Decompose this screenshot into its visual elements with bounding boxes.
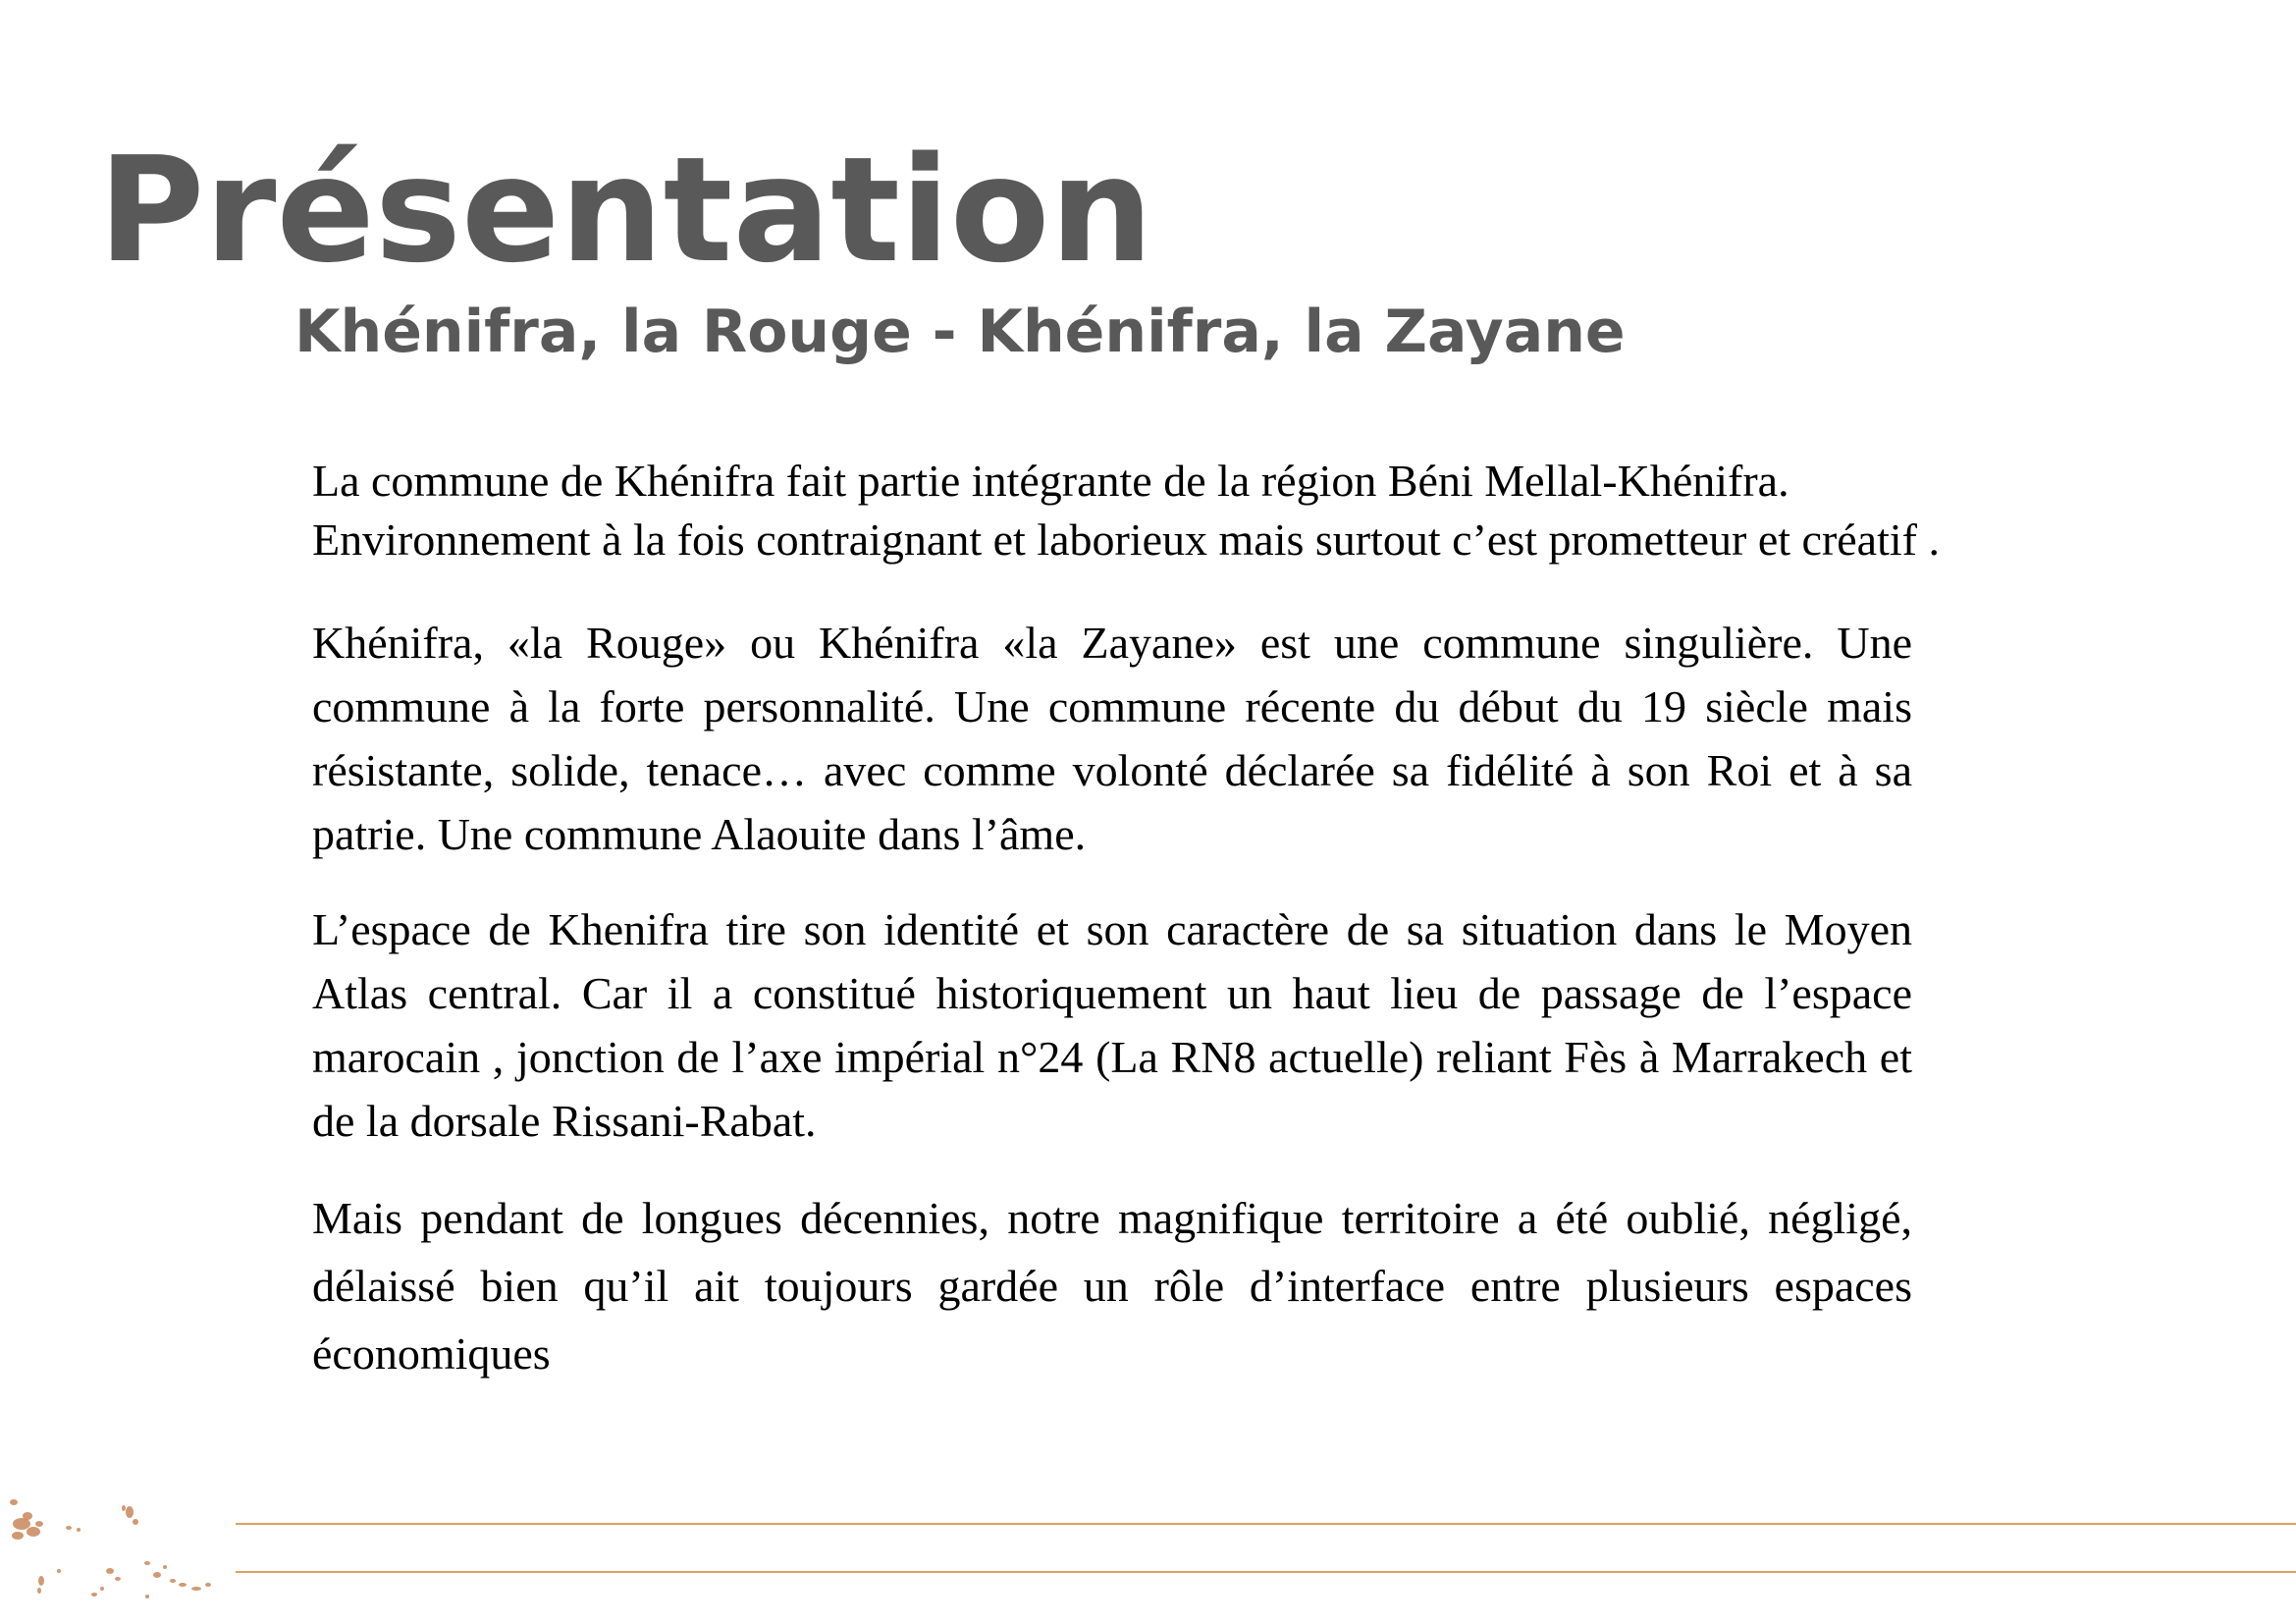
intro-line-2: Environnement à la fois contraignant et laborieux mais surtout c’est prometteur et créatif .	[312, 514, 1940, 565]
paint-splatter-icon	[0, 1473, 236, 1624]
footer-rule-bottom	[236, 1571, 2296, 1573]
identity-paragraph: Khénifra, «la Rouge» ou Khénifra «la Zayane» est une commune singulière. Une commune à la forte personnalité. Une commune récente du début du 19 siècle mais résistante, solide, tenace… avec comme volonté déclarée sa fidélité à son Roi et à sa patrie. Une commune Alaouite dans l’âme.	[312, 618, 1912, 859]
history-paragraph: Mais pendant de longues décennies, notre magnifique territoire a été oublié, négligé, délaissé bien qu’il ait toujours gardée un rôle d’interface entre plusieurs espaces économiques	[312, 1193, 1912, 1379]
intro-paragraph	[312, 452, 2197, 569]
footer-rule-top	[236, 1523, 2296, 1525]
intro-line-1: La commune de Khénifra fait partie intégrante de la région Béni Mellal-Khénifra.	[312, 456, 1789, 506]
page-title: Présentation	[98, 126, 1153, 295]
page-subtitle: Khénifra, la Rouge - Khénifra, la Zayane	[294, 298, 1626, 366]
geography-paragraph: L’espace de Khenifra tire son identité et son caractère de sa situation dans le Moyen Atlas central. Car il a constitué historiquement un haut lieu de passage de l’espace marocain , jonction de l’axe impérial n°24 (La RN8 actuelle) reliant Fès à Marrakech et de la dorsale Rissani-Rabat.	[312, 904, 1912, 1146]
